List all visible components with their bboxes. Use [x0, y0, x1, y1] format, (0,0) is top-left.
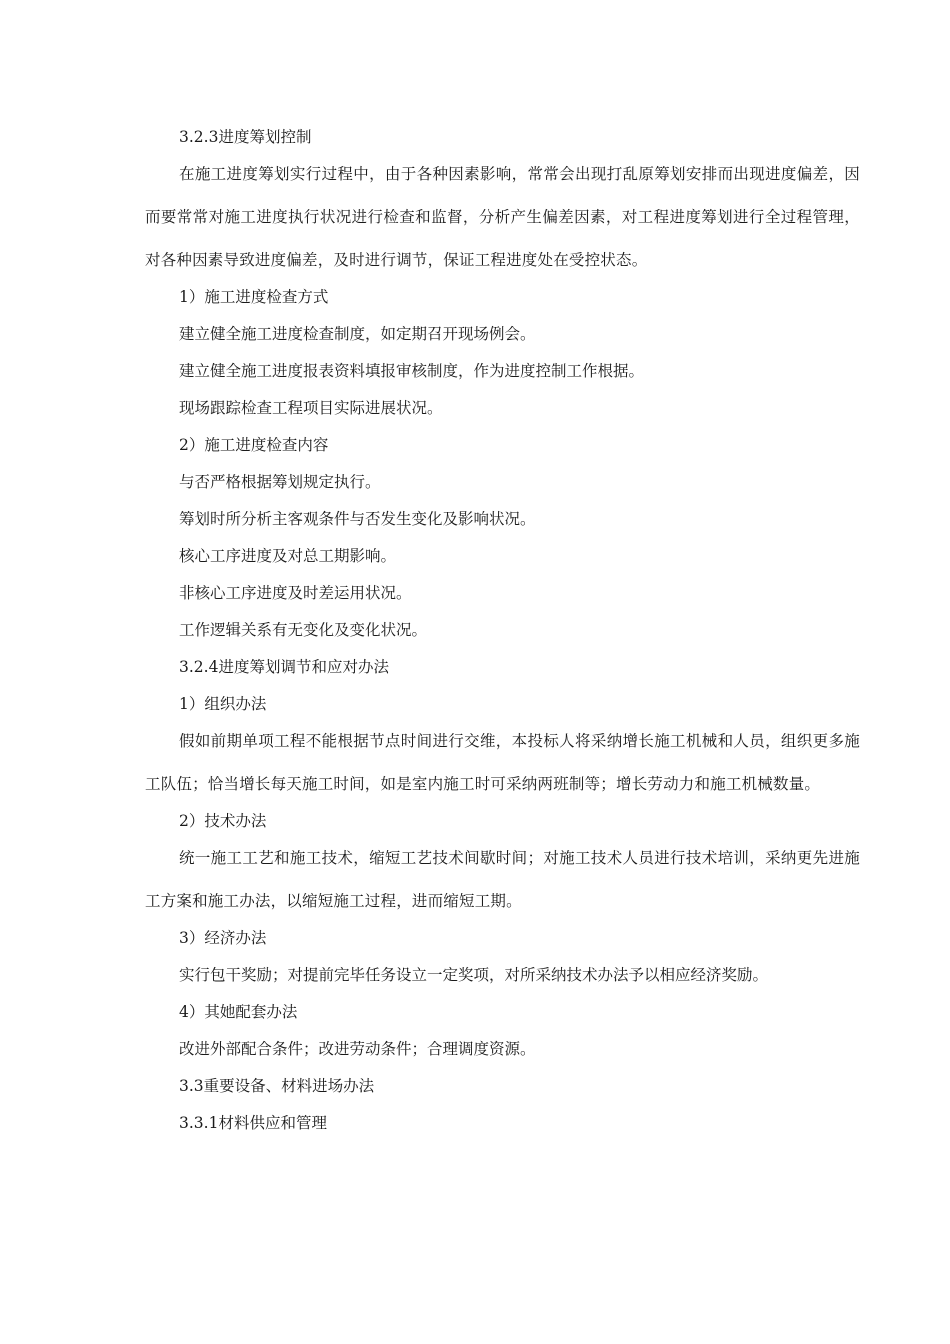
section-heading-3-3: 3.3重要设备、材料进场办法: [179, 1077, 375, 1095]
list-item: 工作逻辑关系有无变化及变化状况。: [179, 621, 428, 639]
list-item: 建立健全施工进度报表资料填报审核制度，作为进度控制工作根据。: [179, 362, 645, 380]
subheading-check-contents: 2）施工进度检查内容: [179, 436, 329, 454]
list-item: 建立健全施工进度检查制度，如定期召开现场例会。: [179, 325, 536, 343]
list-item: 与否严格根据筹划规定执行。: [179, 473, 381, 491]
list-item: 现场跟踪检查工程项目实际进展状况。: [179, 399, 443, 417]
list-item: 改进外部配合条件；改进劳动条件；合理调度资源。: [179, 1040, 536, 1058]
subheading-technical-measures: 2）技术办法: [179, 812, 267, 830]
section-heading-3-2-3: 3.2.3进度筹划控制: [179, 128, 312, 146]
subheading-check-methods: 1）施工进度检查方式: [179, 288, 329, 306]
paragraph-technical-measures: 统一施工工艺和施工技术，缩短工艺技术间歇时间；对施工技术人员进行技术培训，采纳更先进施工方案和施工办法，以缩短施工过程，进而缩短工期。: [145, 849, 860, 910]
paragraph-progress-control: 在施工进度筹划实行过程中，由于各种因素影响，常常会出现打乱原筹划安排而出现进度偏差，因而要常常对施工进度执行状况进行检查和监督，分析产生偏差因素，对工程进度筹划进行全过程管理，对各种因素导致进度偏差，及时进行调节，保证工程进度处在受控状态。: [145, 165, 860, 269]
section-heading-3-2-4: 3.2.4进度筹划调节和应对办法: [179, 658, 389, 676]
paragraph-organization-measures: 假如前期单项工程不能根据节点时间进行交维，本投标人将采纳增长施工机械和人员，组织更多施工队伍；恰当增长每天施工时间，如是室内施工时可采纳两班制等；增长劳动力和施工机械数量。: [145, 732, 860, 793]
list-item: 实行包干奖励；对提前完毕任务设立一定奖项，对所采纳技术办法予以相应经济奖励。: [179, 966, 769, 984]
list-item: 非核心工序进度及时差运用状况。: [179, 584, 412, 602]
document-body: [145, 119, 860, 1142]
section-heading-3-3-1: 3.3.1材料供应和管理: [179, 1114, 327, 1132]
subheading-economic-measures: 3）经济办法: [179, 929, 267, 947]
list-item: 核心工序进度及对总工期影响。: [179, 547, 397, 565]
subheading-organization-measures: 1）组织办法: [179, 695, 267, 713]
subheading-other-measures: 4）其她配套办法: [179, 1003, 298, 1021]
list-item: 筹划时所分析主客观条件与否发生变化及影响状况。: [179, 510, 536, 528]
